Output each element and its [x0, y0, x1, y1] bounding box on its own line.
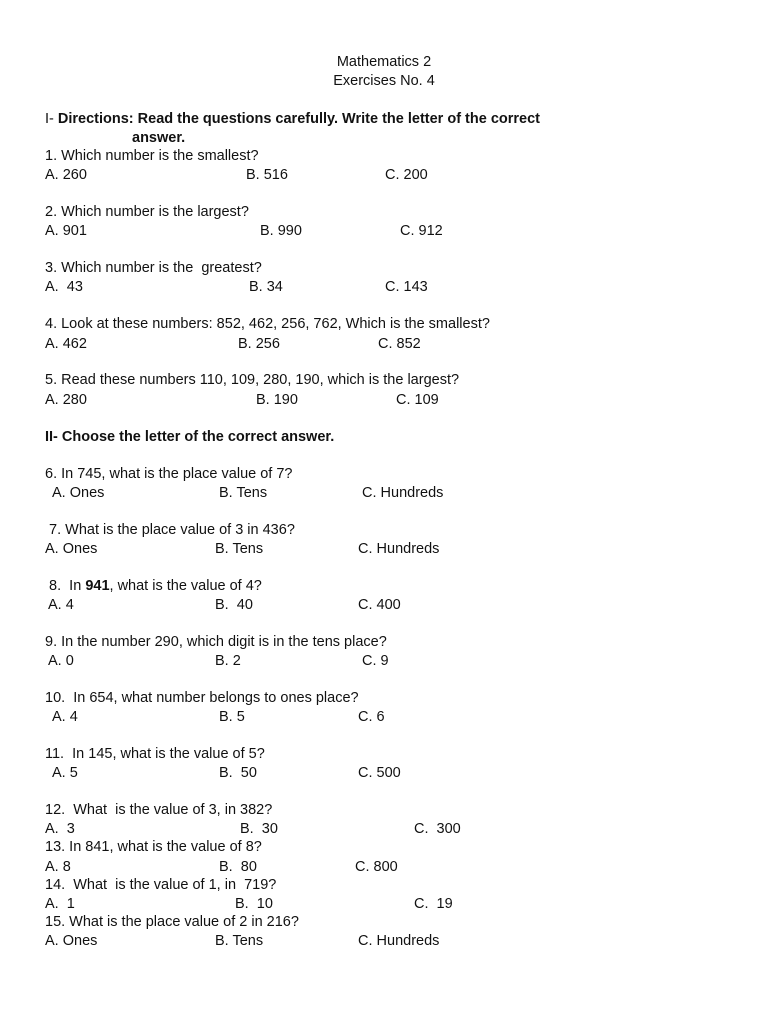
question-1: 1. Which number is the smallest?	[45, 148, 259, 164]
question-5: 5. Read these numbers 110, 109, 280, 190, which is the largest?	[45, 372, 460, 388]
question-8-text-pre: 8. In	[45, 578, 86, 594]
question-12: 12. What is the value of 3, in 382?	[45, 802, 273, 818]
question-2-option-c: C. 912	[400, 223, 443, 239]
question-8-number: 941	[85, 578, 110, 594]
question-13-option-b: B. 80	[219, 859, 257, 875]
question-12-option-a: A. 3	[45, 821, 75, 837]
question-11: 11. In 145, what is the value of 5?	[45, 746, 265, 762]
section-1-directions	[45, 110, 540, 128]
section-2-heading: II- Choose the letter of the correct answer.	[45, 429, 335, 445]
question-5-option-b: B. 190	[256, 392, 298, 408]
question-2-option-b: B. 990	[260, 223, 302, 239]
question-5-option-a: A. 280	[45, 392, 87, 408]
question-12-option-c: C. 300	[414, 821, 461, 837]
question-10: 10. In 654, what number belongs to ones place?	[45, 690, 359, 706]
question-15: 15. What is the place value of 2 in 216?	[45, 914, 299, 930]
question-7-option-c: C. Hundreds	[358, 541, 440, 557]
section-1-directions-line1: Directions: Read the questions carefully. Write the letter of the correct	[57, 111, 540, 127]
question-2-option-a: A. 901	[45, 223, 87, 239]
question-9-option-c: C. 9	[362, 653, 389, 669]
question-4-option-b: B. 256	[238, 336, 280, 352]
question-14-option-b: B. 10	[235, 896, 273, 912]
question-8-option-c: C. 400	[358, 597, 401, 613]
question-15-option-b: B. Tens	[215, 933, 264, 949]
question-6: 6. In 745, what is the place value of 7?	[45, 466, 293, 482]
question-4-option-a: A. 462	[45, 336, 87, 352]
question-7-option-a: A. Ones	[45, 541, 98, 557]
question-9-option-b: B. 2	[215, 653, 241, 669]
question-7: 7. What is the place value of 3 in 436?	[45, 522, 295, 538]
question-5-option-c: C. 109	[396, 392, 439, 408]
question-10-option-a: A. 4	[52, 709, 78, 725]
question-9-option-a: A. 0	[48, 653, 74, 669]
question-1-option-c: C. 200	[385, 167, 428, 183]
question-13: 13. In 841, what is the value of 8?	[45, 839, 262, 855]
question-9: 9. In the number 290, which digit is in the tens place?	[45, 634, 387, 650]
question-3-option-c: C. 143	[385, 279, 428, 295]
question-7-option-b: B. Tens	[215, 541, 264, 557]
question-14-option-a: A. 1	[45, 896, 75, 912]
question-6-option-a: A. Ones	[52, 485, 105, 501]
question-14-option-c: C. 19	[414, 896, 453, 912]
question-2: 2. Which number is the largest?	[45, 204, 249, 220]
section-1-directions-line2: answer.	[132, 130, 186, 146]
question-10-option-c: C. 6	[358, 709, 385, 725]
question-11-option-a: A. 5	[52, 765, 78, 781]
question-3: 3. Which number is the greatest?	[45, 260, 262, 276]
section-1-prefix: I-	[45, 111, 58, 127]
question-6-option-c: C. Hundreds	[362, 485, 444, 501]
question-8-option-a: A. 4	[48, 597, 74, 613]
page-subtitle: Exercises No. 4	[333, 73, 435, 89]
question-12-option-b: B. 30	[240, 821, 278, 837]
question-1-option-a: A. 260	[45, 167, 87, 183]
question-15-option-c: C. Hundreds	[358, 933, 440, 949]
question-14: 14. What is the value of 1, in 719?	[45, 877, 277, 893]
question-8	[45, 577, 262, 595]
page-title: Mathematics 2	[336, 54, 432, 70]
question-11-option-b: B. 50	[219, 765, 257, 781]
question-3-option-b: B. 34	[249, 279, 283, 295]
question-3-option-a: A. 43	[45, 279, 83, 295]
question-13-option-a: A. 8	[45, 859, 71, 875]
question-6-option-b: B. Tens	[219, 485, 268, 501]
question-8-option-b: B. 40	[215, 597, 253, 613]
question-4: 4. Look at these numbers: 852, 462, 256, 762, Which is the smallest?	[45, 316, 490, 332]
question-15-option-a: A. Ones	[45, 933, 98, 949]
question-10-option-b: B. 5	[219, 709, 245, 725]
question-1-option-b: B. 516	[246, 167, 288, 183]
question-13-option-c: C. 800	[355, 859, 398, 875]
question-4-option-c: C. 852	[378, 336, 421, 352]
question-11-option-c: C. 500	[358, 765, 401, 781]
question-8-text-post: , what is the value of 4?	[109, 578, 262, 594]
